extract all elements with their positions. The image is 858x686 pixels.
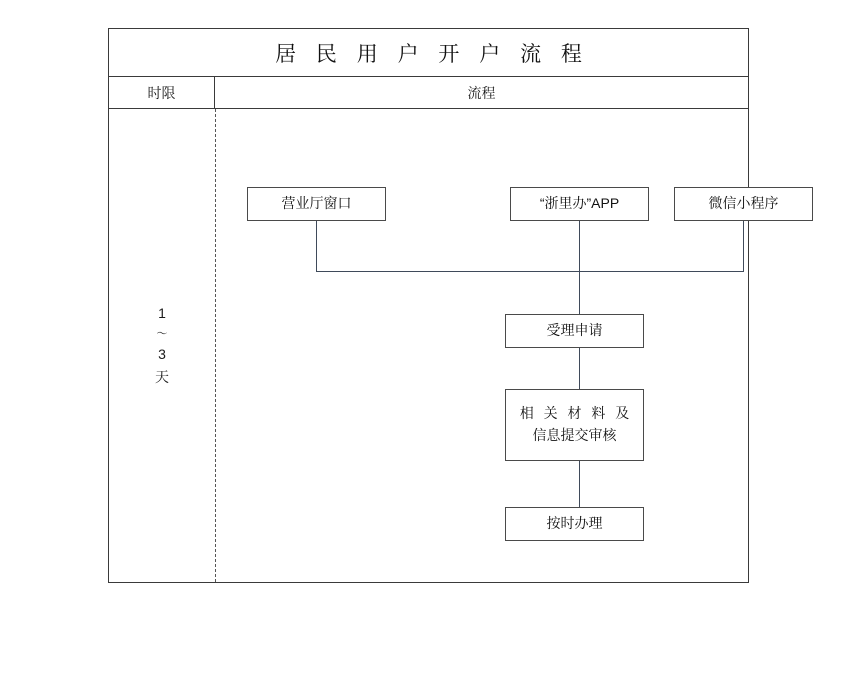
node-zhejiang-app: “浙里办”APP: [510, 187, 649, 221]
column-header-flow: 流程: [467, 84, 496, 101]
node-review-line-1: 相 关 材 料 及: [519, 405, 633, 422]
flow-table: [108, 28, 779, 583]
connector-miniprogram-down: [743, 221, 744, 272]
node-wechat-mini-program: 微信小程序: [674, 187, 813, 221]
connector-review-to-handle: [579, 461, 580, 507]
connector-hall-down: [316, 221, 317, 272]
node-hall-window: 营业厅窗口: [247, 187, 386, 221]
duration-line-3: 3: [158, 346, 166, 362]
duration-line-1: 1: [158, 305, 166, 321]
node-accept-application: 受理申请: [505, 314, 644, 348]
node-review-line-2: 信息提交审核: [532, 427, 617, 443]
column-header-limit: 时限: [109, 77, 215, 108]
duration-line-2: ～: [156, 328, 168, 340]
duration-cell: [109, 109, 215, 582]
page-title: 居 民 用 户 开 户 流 程: [275, 42, 589, 66]
node-process-on-time: 按时办理: [505, 507, 644, 541]
connector-horizontal-bus: [316, 271, 744, 272]
table-body-row: [109, 109, 779, 582]
connector-app-down: [579, 221, 580, 314]
connector-accept-to-review: [579, 348, 580, 389]
duration-line-4: 天: [155, 369, 169, 385]
table-header-row: [109, 77, 748, 109]
table-title-row: [109, 29, 748, 77]
flowchart-area: [215, 109, 779, 582]
node-submit-materials-review: [505, 389, 644, 461]
